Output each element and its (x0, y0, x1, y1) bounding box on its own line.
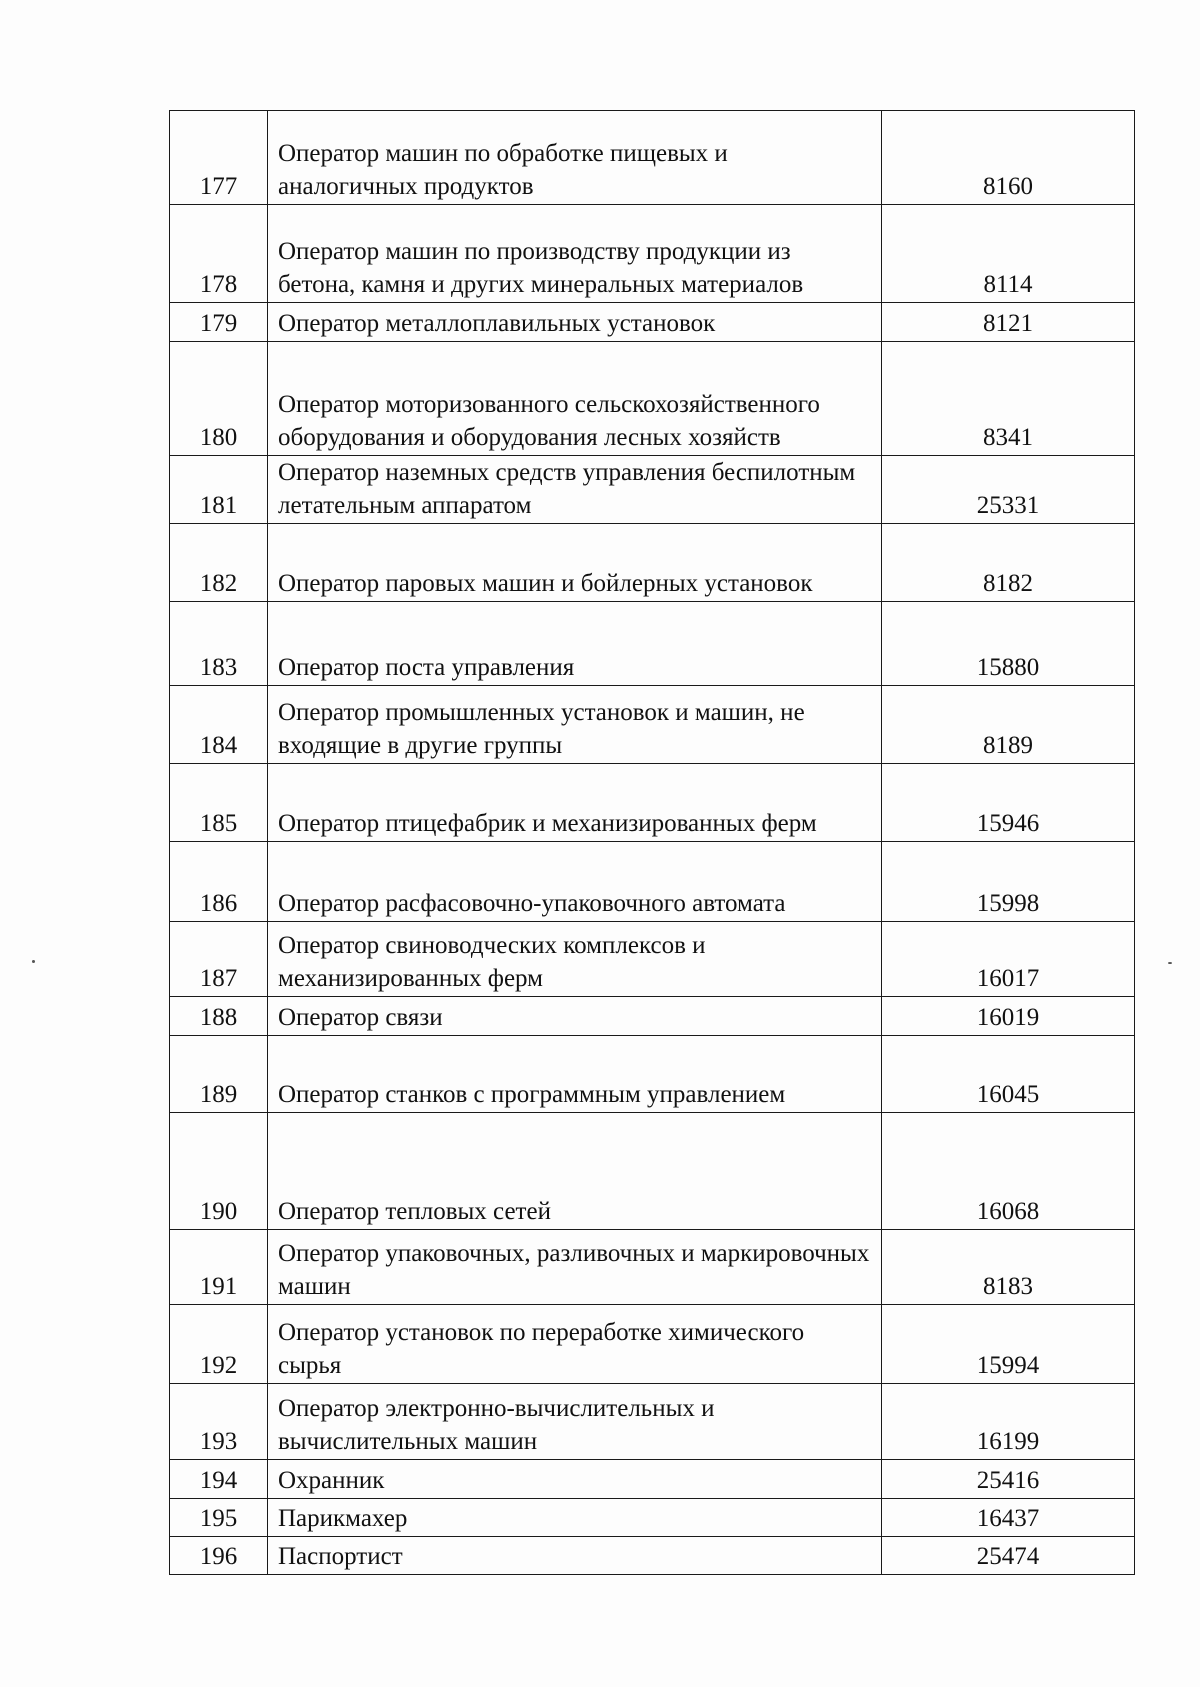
table-row (170, 1305, 1135, 1384)
profession-code: 16437 (882, 1499, 1135, 1537)
profession-code: 8160 (882, 111, 1135, 205)
row-number: 177 (170, 111, 268, 205)
table-row (170, 1036, 1135, 1113)
profession-code: 8189 (882, 686, 1135, 764)
table-row (170, 842, 1135, 922)
table-row (170, 1537, 1135, 1575)
table-row (170, 602, 1135, 686)
table-row (170, 1460, 1135, 1499)
table-row (170, 456, 1135, 524)
table-row (170, 686, 1135, 764)
row-number: 187 (170, 922, 268, 997)
row-number: 193 (170, 1384, 268, 1460)
profession-name: Оператор поста управления (268, 602, 882, 686)
scan-speck (32, 960, 35, 963)
profession-code: 25474 (882, 1537, 1135, 1575)
profession-name: Оператор паровых машин и бойлерных установок (268, 524, 882, 602)
table-row (170, 1384, 1135, 1460)
profession-code: 16019 (882, 997, 1135, 1036)
table-row (170, 922, 1135, 997)
row-number: 184 (170, 686, 268, 764)
profession-name: Оператор металлоплавильных установок (268, 303, 882, 342)
row-number: 192 (170, 1305, 268, 1384)
profession-name: Оператор моторизованного сельскохозяйственного оборудования и оборудования лесных хозяйств (268, 342, 882, 456)
row-number: 178 (170, 205, 268, 303)
profession-code: 25416 (882, 1460, 1135, 1499)
row-number: 188 (170, 997, 268, 1036)
table-row (170, 764, 1135, 842)
profession-code: 16068 (882, 1113, 1135, 1230)
row-number: 181 (170, 456, 268, 524)
row-number: 185 (170, 764, 268, 842)
profession-table-body (170, 111, 1135, 1575)
row-number: 179 (170, 303, 268, 342)
profession-table (169, 110, 1135, 1575)
profession-name: Оператор наземных средств управления беспилотным летательным аппаратом (268, 456, 882, 524)
row-number: 183 (170, 602, 268, 686)
profession-code: 15994 (882, 1305, 1135, 1384)
row-number: 194 (170, 1460, 268, 1499)
profession-code: 25331 (882, 456, 1135, 524)
profession-code: 16045 (882, 1036, 1135, 1113)
profession-name: Оператор машин по производству продукции из бетона, камня и других минеральных материалов (268, 205, 882, 303)
table-row (170, 342, 1135, 456)
profession-name: Оператор машин по обработке пищевых и аналогичных продуктов (268, 111, 882, 205)
profession-code: 15998 (882, 842, 1135, 922)
profession-name: Оператор установок по переработке химического сырья (268, 1305, 882, 1384)
table-row (170, 1113, 1135, 1230)
profession-name: Паспортист (268, 1537, 882, 1575)
profession-code: 8183 (882, 1230, 1135, 1305)
table-row (170, 303, 1135, 342)
profession-name: Оператор упаковочных, разливочных и маркировочных машин (268, 1230, 882, 1305)
profession-code: 8121 (882, 303, 1135, 342)
profession-code: 16017 (882, 922, 1135, 997)
profession-name: Оператор станков с программным управлением (268, 1036, 882, 1113)
profession-code: 8114 (882, 205, 1135, 303)
profession-code: 16199 (882, 1384, 1135, 1460)
profession-name: Оператор свиноводческих комплексов и механизированных ферм (268, 922, 882, 997)
row-number: 196 (170, 1537, 268, 1575)
table-row (170, 997, 1135, 1036)
scan-speck (1168, 962, 1172, 964)
row-number: 195 (170, 1499, 268, 1537)
profession-code: 8182 (882, 524, 1135, 602)
row-number: 189 (170, 1036, 268, 1113)
profession-name: Оператор электронно-вычислительных и вычислительных машин (268, 1384, 882, 1460)
row-number: 180 (170, 342, 268, 456)
profession-name: Оператор связи (268, 997, 882, 1036)
profession-name: Оператор птицефабрик и механизированных ферм (268, 764, 882, 842)
profession-code: 15946 (882, 764, 1135, 842)
profession-name: Оператор промышленных установок и машин, не входящие в другие группы (268, 686, 882, 764)
table-row (170, 111, 1135, 205)
profession-code: 8341 (882, 342, 1135, 456)
profession-name: Охранник (268, 1460, 882, 1499)
row-number: 186 (170, 842, 268, 922)
profession-name: Парикмахер (268, 1499, 882, 1537)
row-number: 182 (170, 524, 268, 602)
row-number: 191 (170, 1230, 268, 1305)
table-row (170, 1230, 1135, 1305)
profession-name: Оператор тепловых сетей (268, 1113, 882, 1230)
profession-name: Оператор расфасовочно-упаковочного автомата (268, 842, 882, 922)
row-number: 190 (170, 1113, 268, 1230)
table-row (170, 524, 1135, 602)
table-row (170, 1499, 1135, 1537)
table-row (170, 205, 1135, 303)
profession-code: 15880 (882, 602, 1135, 686)
